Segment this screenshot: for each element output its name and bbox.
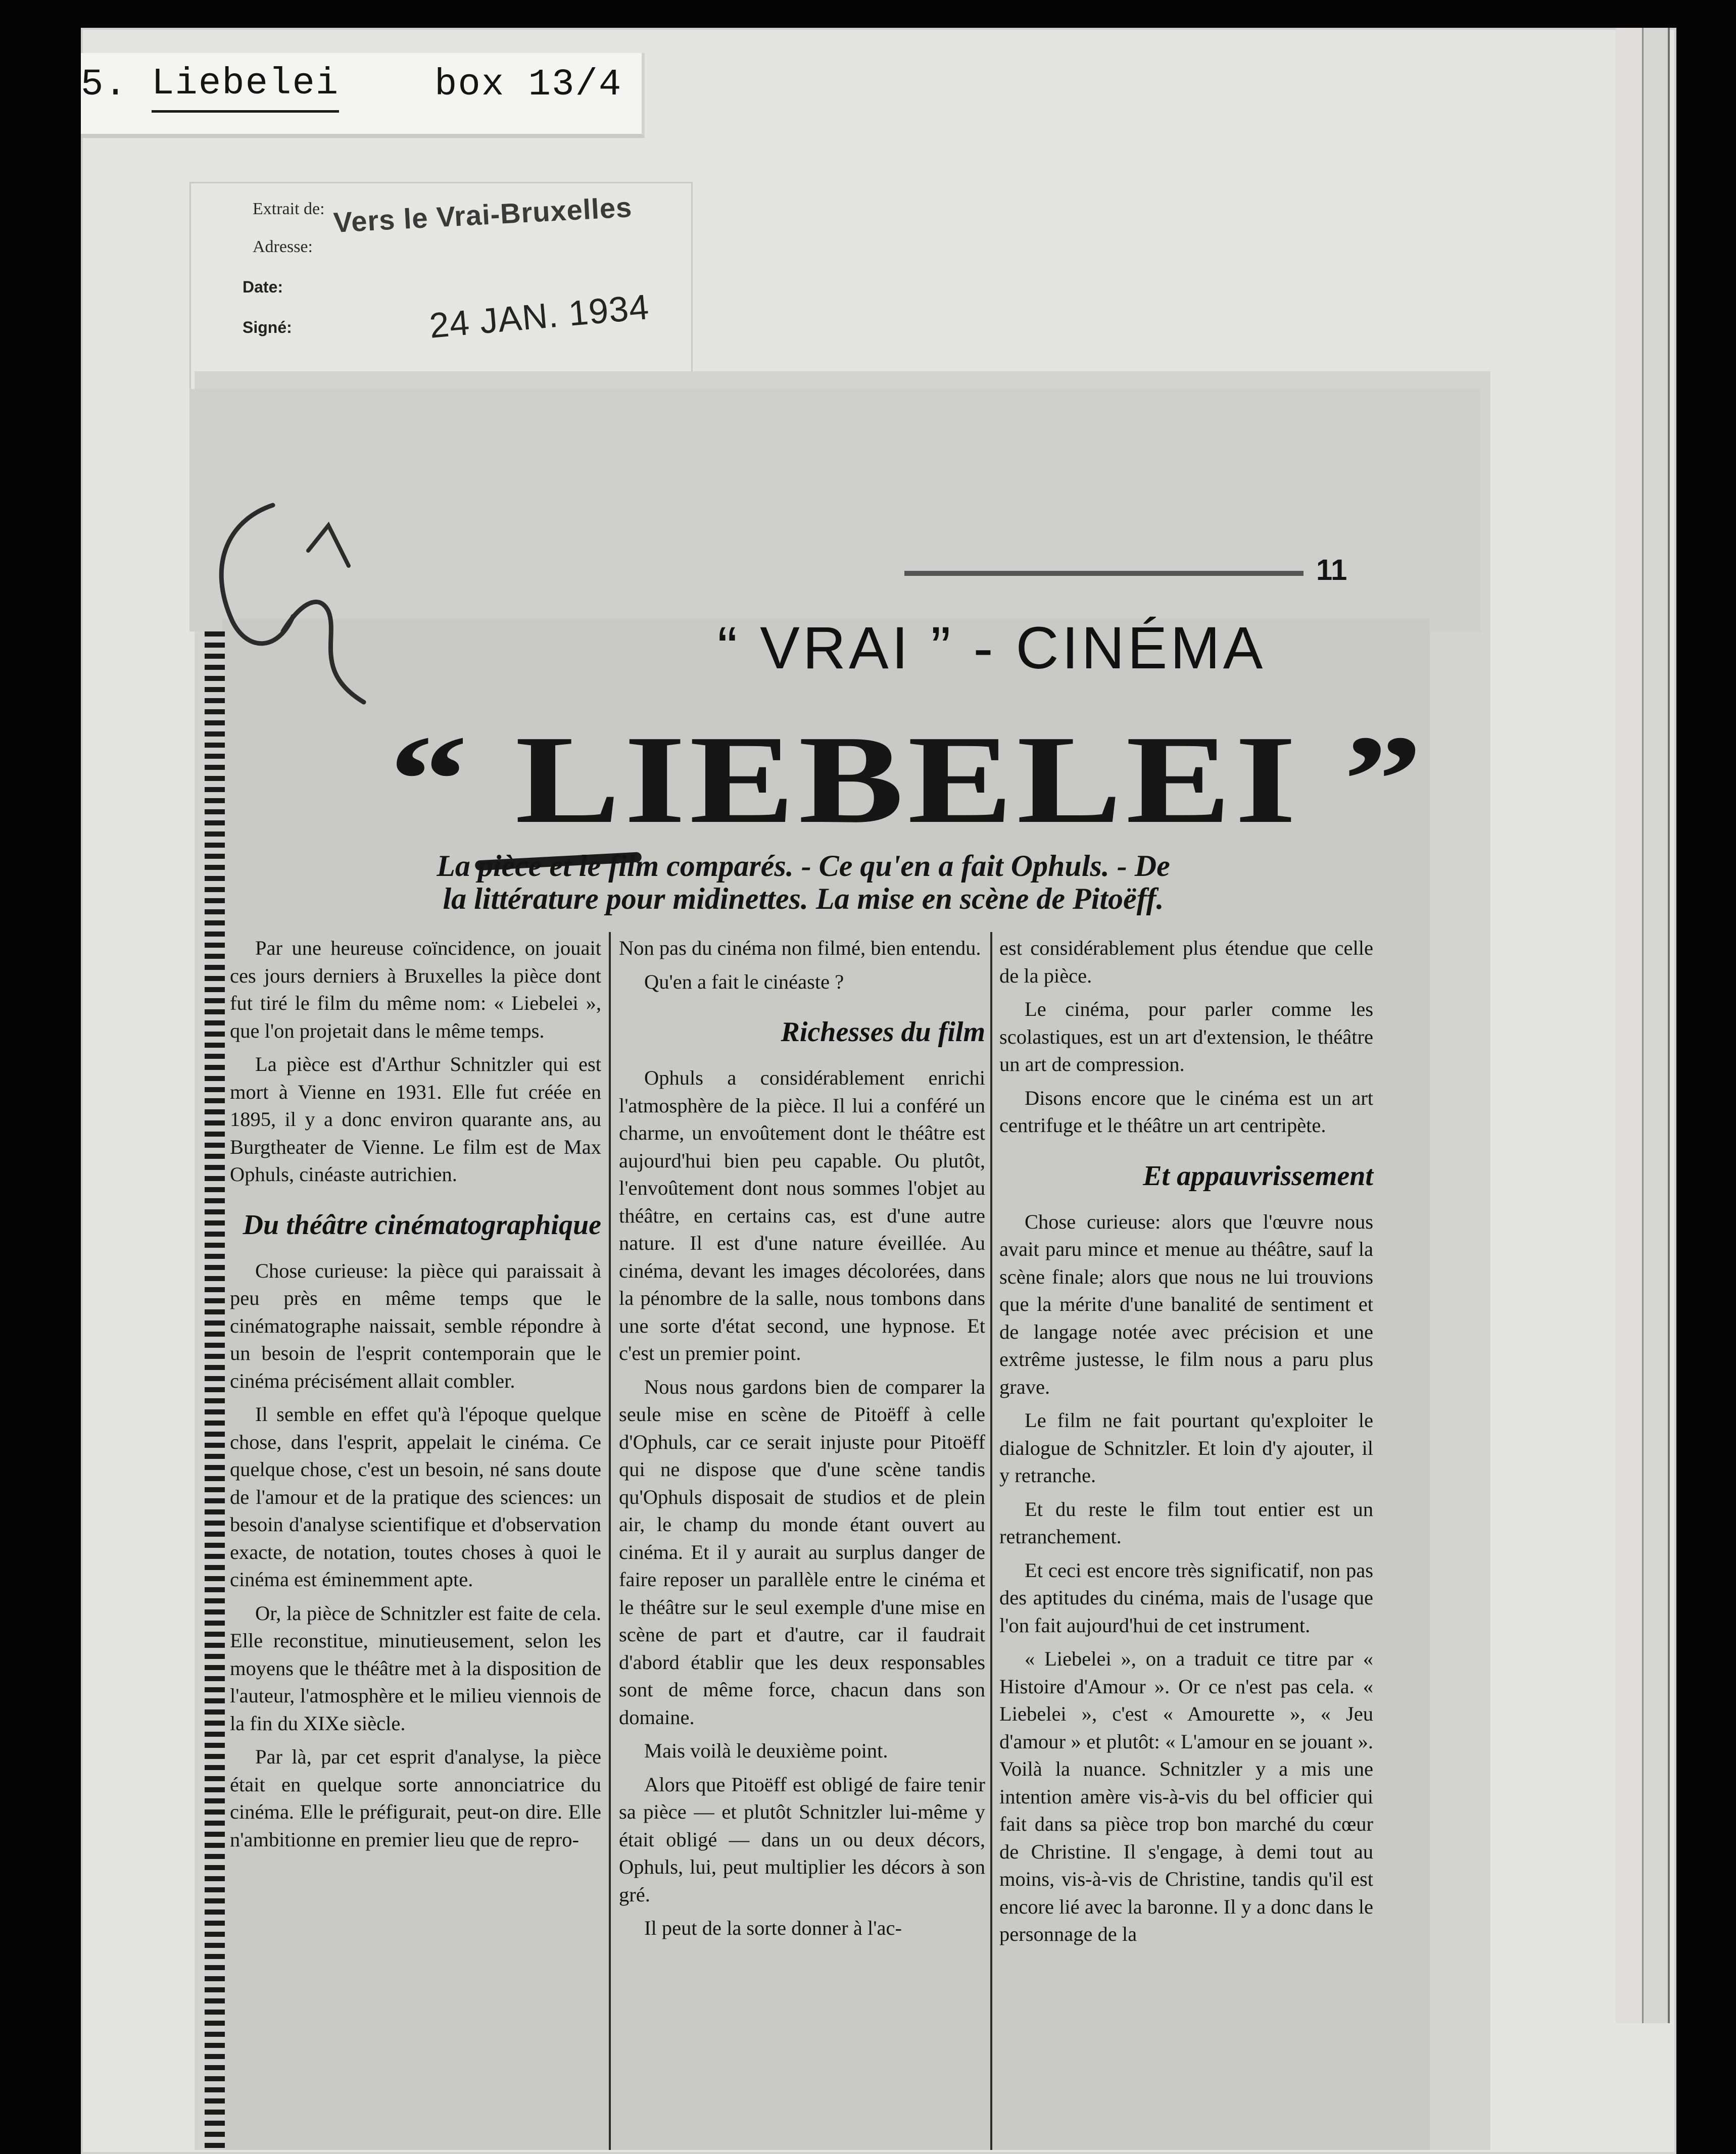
section-heading: “ VRAI ” - CINÉMA [717,615,1266,681]
article-title: “ LIEBELEI ” [389,710,1426,850]
paragraph: Et ceci est encore très significatif, non pas des aptitudes du cinéma, mais de l'usage que l'on fait aujourd'hui de cet instrument. [999,1558,1373,1637]
paragraph: Il semble en effet qu'à l'époque quelque chose, dans l'esprit, appelait le cinéma. Ce quelque chose, c'est un besoin, né sans doute de l'amour et de la pratique des sciences: un besoin d'analyse scientifique et d'observation exacte, de notation, toutes choses à quoi le cinéma est éminemment apte. [230,1403,601,1591]
paragraph: Le cinéma, pour parler comme les scolastiques, est un art d'extension, le théâtre un art de compression. [999,998,1373,1075]
label-title: Liebelei [152,60,339,113]
paragraph: Alors que Pitoëff est obligé de faire tenir sa pièce — et plutôt Schnitzler lui-même y était obligé — dans un ou deux décors, Ophuls, lui, peut multiplier les décors à son gré. [619,1773,985,1906]
article-deck-line-2: la littérature pour midinettes. La mise en scène de Pitoëff. [443,882,1164,915]
paragraph: Nous nous gardons bien de comparer la seule mise en scène de Pitoëff à celle d'Ophuls, car ce serait injuste pour Pitoëff qui ne dispose que d'une scène tandis qu'Ophuls disposait de studios et de plein air, le champ du monde étant ouvert au cinéma. Et il y aurait au surplus danger de faire reposer un parallèle entre le cinéma et le théâtre sur le seul exemple d'une mise en scène de part et d'autre, car il faudrait d'abord établir que les deux responsables sont de même force, chacun dans son domaine. [619,1375,985,1729]
article-column-3 [999,935,1373,1954]
paragraph: Disons encore que le cinéma est un art centrifuge et le théâtre un art centripète. [999,1086,1373,1137]
pinked-edge [205,631,225,2150]
article-column-1 [230,935,601,1859]
label-box-reference: box 13/4 [435,64,622,106]
header-rule [904,571,1304,576]
paragraph: Par une heureuse coïncidence, on jouait ces jours derniers à Bruxelles la pièce dont fut tiré le film du même nom: « Liebelei », que l'on projetait dans le même temps. [230,937,601,1042]
sheet-edge-outer [1642,28,1670,2023]
paragraph: Chose curieuse: alors que l'œuvre nous avait paru mince et menue au théâtre, sauf la scène finale; alors que nous ne lui trouvions que la mérite d'une banalité de sentiment et de langage notée avec précision et une extrême justesse, le film nous a paru plus grave. [999,1210,1373,1398]
subheading: Du théâtre cinématographique [243,1209,601,1241]
slip-adresse-label: Adresse: [253,237,313,256]
column-rule [609,932,611,2150]
paragraph: Non pas du cinéma non filmé, bien entendu. [619,937,981,959]
subheading: Richesses du film [781,1016,985,1048]
subheading: Et appauvrissement [1143,1160,1373,1192]
article-deck-line-1: La pièce et le film comparés. - Ce qu'en a fait Ophuls. - De [437,849,1170,883]
paragraph: Par là, par cet esprit d'analyse, la pièce était en quelque sorte annonciatrice du cinéma. Elle le préfigurait, peut-on dire. Elle n'ambitionne en premier lieu que de repro- [230,1745,601,1851]
article-column-2 [619,935,985,1948]
column-rule [990,932,992,2150]
paragraph: La pièce est d'Arthur Schnitzler qui est mort à Vienne en 1931. Elle fut créée en 1895, il y a donc environ quarante ans, au Burgtheater de Vienne. Le film est de Max Ophuls, cinéaste autrichien. [230,1053,601,1186]
paragraph: Il peut de la sorte donner à l'ac- [644,1917,902,1939]
slip-source-stamp: Vers le Vrai-Bruxelles [332,191,633,238]
label-number: 5. [81,64,128,106]
slip-extrait-label: Extrait de: [253,200,325,218]
paragraph: Or, la pièce de Schnitzler est faite de cela. Elle reconstitue, minutieusement, selon les moyens que le théâtre met à la disposition de l'auteur, l'atmosphère et le milieu viennois de la fin du XIXe siècle. [230,1601,601,1735]
paragraph: Chose curieuse: la pièce qui paraissait à peu près en même temps que le cinématographe naissait, semble répondre à un besoin de l'esprit contemporain que le cinéma précisément allait combler. [230,1259,601,1392]
page-number: 11 [1316,554,1347,586]
paragraph: Et du reste le film tout entier est un retranchement. [999,1497,1373,1548]
paragraph: Qu'en a fait le cinéaste ? [644,970,844,993]
paragraph: Mais voilà le deuxième point. [644,1739,888,1762]
slip-signe-label: Signé: [243,318,292,336]
paragraph: Le film ne fait pourtant qu'exploiter le dialogue de Schnitzler. Et loin d'y ajouter, il y retranche. [999,1409,1373,1487]
paragraph: Ophuls a considérablement enrichi l'atmosphère de la pièce. Il lui a conféré un charme, un envoûtement dont le théâtre est aujourd'hui bien peu capable. Ou plutôt, l'envoûtement dont nous sommes l'objet au théâtre, en certains cas, est d'une autre nature. Il est d'une nature éveillée. Au cinéma, devant les images décolorées, dans la pénombre de la salle, nous tombons dans une sorte d'état second, une hypnose. Et c'est un premier point. [619,1066,985,1364]
date-stamp: 24 JAN. 1934 [427,287,651,346]
sheet-edge [1616,28,1644,2023]
paragraph: « Liebelei », on a traduit ce titre par « Histoire d'Amour ». Or ce n'est pas cela. « Liebelei », c'est « Amourette », « Jeu d'amour » et plutôt: « L'amour en se jouant ». Voilà la nuance. Schnitzler y a mis une intention amère vis-à-vis du bel officier qui fait dans sa pièce trop bon marché du cœur de Christine. Il s'engage, à demi tout au moins, vis-à-vis de Christine, tandis qu'il est encore lié avec la baronne. Il y a donc dans le personnage de la [999,1647,1373,1945]
pencil-annotation-icon [197,490,409,732]
slip-date-label: Date: [243,278,283,296]
paragraph: est considérablement plus étendue que celle de la pièce. [999,937,1373,987]
